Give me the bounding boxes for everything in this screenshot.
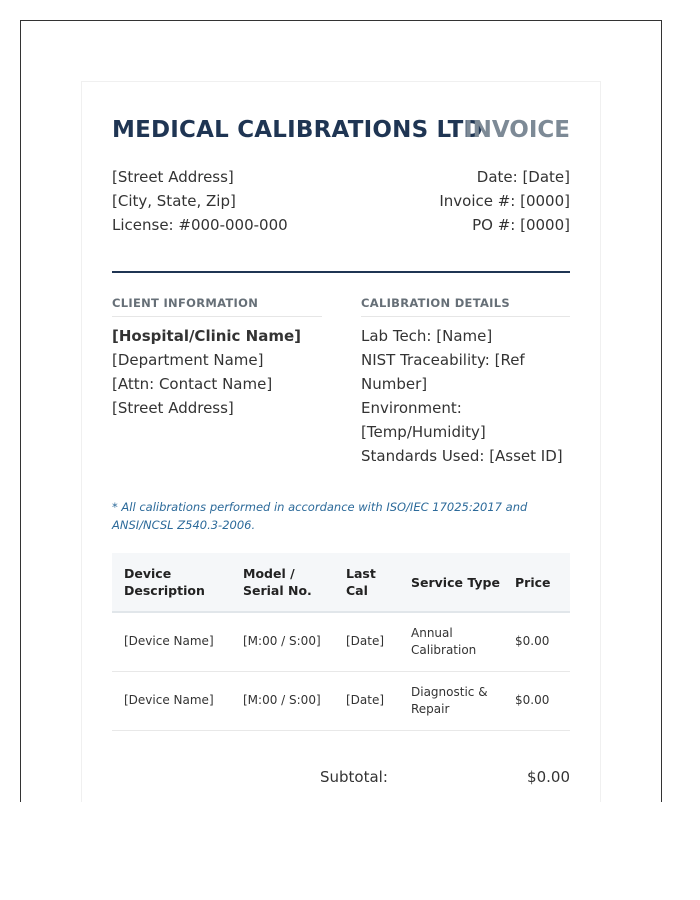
service-type: Diagnostic & Repair <box>399 671 515 730</box>
client-info <box>112 324 301 420</box>
invoice-number: Invoice #: [0000] <box>439 192 570 210</box>
header-divider <box>112 271 570 273</box>
last-cal: [Date] <box>334 671 399 730</box>
model-serial: [M:00 / S:00] <box>231 671 334 730</box>
subtotal-value: $0.00 <box>527 768 570 786</box>
header-last-cal: Last Cal <box>346 566 376 598</box>
client-contact: [Attn: Contact Name] <box>112 375 273 393</box>
table-header-row <box>112 553 570 612</box>
client-street: [Street Address] <box>112 399 234 417</box>
header-price: Price <box>515 574 551 590</box>
price: $0.00 <box>515 612 570 671</box>
standards-used: Standards Used: [Asset ID] <box>361 447 563 465</box>
services-table <box>112 553 570 731</box>
lab-tech: Lab Tech: [Name] <box>361 327 493 345</box>
model-serial: [M:00 / S:00] <box>231 612 334 671</box>
document-title: INVOICE <box>464 117 570 143</box>
header-device-description: Device Description <box>124 566 205 598</box>
service-type: Annual Calibration <box>399 612 515 671</box>
table-row <box>112 612 570 671</box>
environment: Environment: [Temp/Humidity] <box>361 399 486 441</box>
calibration-details-heading: CALIBRATION DETAILS <box>361 296 570 317</box>
invoice-date: Date: [Date] <box>476 168 570 186</box>
table-row <box>112 671 570 730</box>
price: $0.00 <box>515 671 570 730</box>
device-description: [Device Name] <box>112 671 231 730</box>
client-info-heading: CLIENT INFORMATION <box>112 296 322 317</box>
header-service-type: Service Type <box>411 574 500 590</box>
client-department: [Department Name] <box>112 351 264 369</box>
header-model-serial: Model / Serial No. <box>243 566 312 598</box>
city-state-zip: [City, State, Zip] <box>112 192 236 210</box>
company-address <box>112 165 288 237</box>
last-cal: [Date] <box>334 612 399 671</box>
subtotal-label: Subtotal: <box>320 768 388 786</box>
calibration-details <box>361 324 573 468</box>
license-number: License: #000-000-000 <box>112 216 288 234</box>
street-address: [Street Address] <box>112 168 234 186</box>
device-description: [Device Name] <box>112 612 231 671</box>
nist-traceability: NIST Traceability: [Ref Number] <box>361 351 525 393</box>
client-name: [Hospital/Clinic Name] <box>112 327 301 345</box>
compliance-note: * All calibrations performed in accordance with ISO/IEC 17025:2017 and ANSI/NCSL Z540.3-2006. <box>112 500 528 532</box>
po-number: PO #: [0000] <box>472 216 570 234</box>
invoice-meta <box>439 165 570 237</box>
company-name: MEDICAL CALIBRATIONS LTD. <box>112 117 492 143</box>
